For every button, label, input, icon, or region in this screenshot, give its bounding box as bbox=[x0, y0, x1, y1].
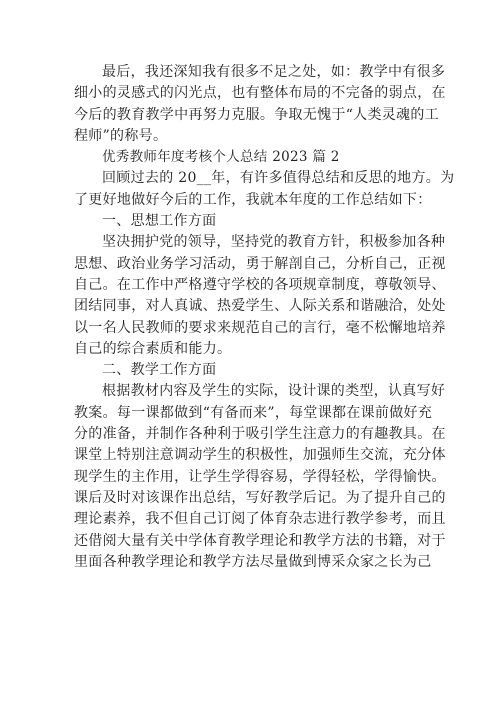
paragraph-line: 分的准备，并制作各种利于吸引学生注意力的有趣教具。在 bbox=[74, 426, 446, 443]
paragraph-line: 自己的综合素质和能力。 bbox=[74, 340, 232, 357]
paragraph-line: 细小的灵感式的闪光点，也有整体布局的不完备的弱点，在 bbox=[74, 85, 446, 102]
paragraph-line: 今后的教育教学中再努力克服。争取无愧于“人类灵魂的工 bbox=[74, 106, 439, 123]
paragraph-line: 自己。在工作中严格遵守学校的各项规章制度，尊敬领导、 bbox=[74, 276, 446, 293]
paragraph-line: 根据教材内容及学生的实际，设计课的类型，认真写好 bbox=[102, 383, 446, 400]
paragraph-line: 现学生的主作用，让学生学得容易，学得轻松，学得愉快。 bbox=[74, 468, 446, 485]
paragraph-line: 理论素养，我不但自己订阅了体育杂志进行教学参考，而且 bbox=[74, 511, 446, 528]
paragraph-line: 最后，我还深知我有很多不足之处，如：教学中有很多 bbox=[102, 64, 446, 80]
paragraph-line: 里面各种教学理论和教学方法尽量做到博采众家之长为己 bbox=[74, 553, 432, 570]
paragraph-line: 程师”的称号。 bbox=[74, 127, 168, 144]
paragraph-line: 以一名人民教师的要求来规范自己的言行，毫不松懈地培养 bbox=[74, 319, 446, 336]
paragraph-line: 团结同事，对人真诚、热爱学生、人际关系和谐融洽，处处 bbox=[74, 298, 446, 315]
paragraph-line: 了更好地做好今后的工作，我就本年度的工作总结如下： bbox=[74, 191, 432, 208]
section-heading: 二、教学工作方面 bbox=[102, 362, 217, 379]
section-heading: 一、思想工作方面 bbox=[102, 213, 217, 230]
paragraph-line: 课堂上特别注意调动学生的积极性，加强师生交流，充分体 bbox=[74, 447, 446, 464]
section-title: 优秀教师年度考核个人总结 2023 篇 2 bbox=[102, 149, 340, 166]
paragraph-line: 思想、政治业务学习活动，勇于解剖自己，分析自己，正视 bbox=[74, 255, 446, 272]
paragraph-line: 回顾过去的 20__年，有许多值得总结和反思的地方。为 bbox=[102, 170, 455, 187]
paragraph-line: 坚决拥护党的领导，坚持党的教育方针，积极参加各种 bbox=[102, 234, 446, 251]
paragraph-line: 课后及时对该课作出总结，写好教学后记。为了提升自己的 bbox=[74, 489, 446, 506]
document-page bbox=[74, 62, 455, 573]
paragraph-line: 教案。每一课都做到“有备而来”，每堂课都在课前做好充 bbox=[74, 404, 433, 421]
paragraph-line: 还借阅大量有关中学体育教学理论和教学方法的书籍，对于 bbox=[74, 532, 446, 549]
